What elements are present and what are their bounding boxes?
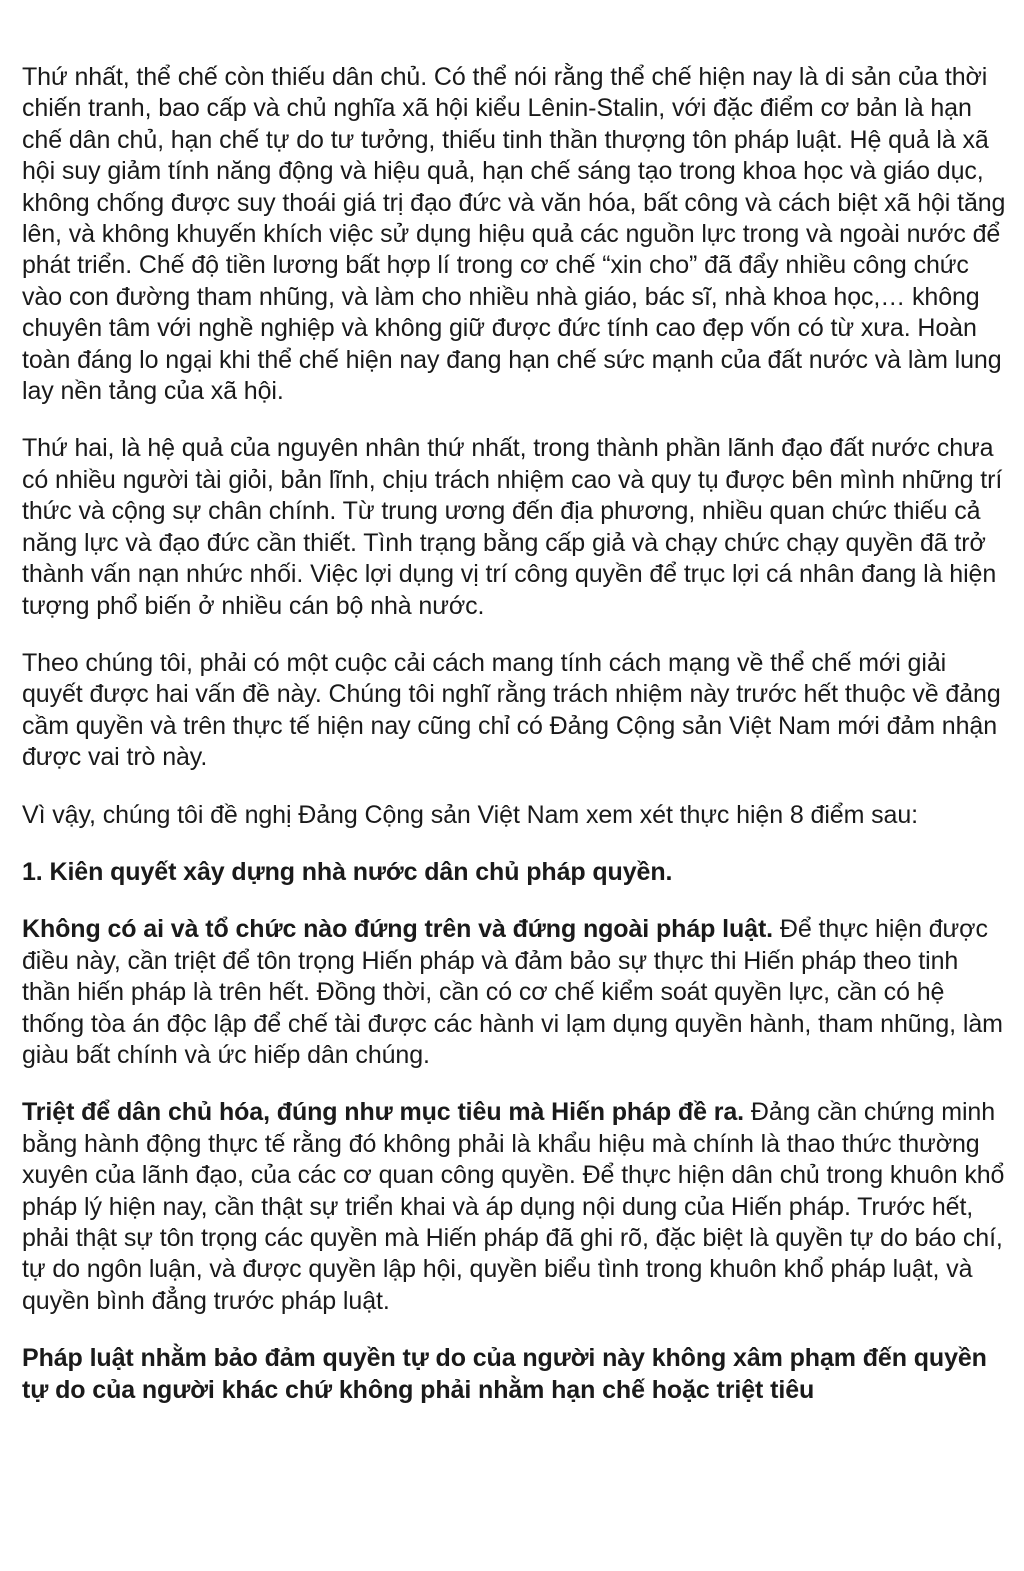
- paragraph-body: Để thực hiện được điều này, cần triệt để tôn trọng Hiến pháp và đảm bảo sự thực thi Hiến pháp theo tinh thần hiến pháp là trên hết. Đồng thời, cần có cơ chế kiểm soát quyền lực, cần có hệ thống tòa án độc lập để chế tài được các hành vi lạm dụng quyền hành, tham nhũng, làm giàu bất chính và ức hiếp dân chúng.: [22, 915, 1003, 1069]
- section-paragraph-rule-of-law: [22, 914, 1010, 1071]
- paragraph-proposal-intro: Vì vậy, chúng tôi đề nghị Đảng Cộng sản Việt Nam xem xét thực hiện 8 điểm sau:: [22, 800, 919, 829]
- paragraph-second-cause: Thứ hai, là hệ quả của nguyên nhân thứ nhất, trong thành phần lãnh đạo đất nước chưa có nhiều người tài giỏi, bản lĩnh, chịu trách nhiệm cao và quy tụ được bên mình những trí thức và cộng sự chân chính. Từ trung ương đến địa phương, nhiều quan chức thiếu cả năng lực và đạo đức cần thiết. Tình trạng bằng cấp giả và chạy chức chạy quyền đã trở thành vấn nạn nhức nhối. Việc lợi dụng vị trí công quyền để trục lợi cá nhân đang là hiện tượng phổ biến ở nhiều cán bộ nhà nước.: [22, 434, 1003, 620]
- paragraph-reform-need: Theo chúng tôi, phải có một cuộc cải cách mang tính cách mạng về thể chế mới giải quyết được hai vấn đề này. Chúng tôi nghĩ rằng trách nhiệm này trước hết thuộc về đảng cầm quyền và trên thực tế hiện nay cũng chỉ có Đảng Cộng sản Việt Nam mới đảm nhận được vai trò này.: [22, 648, 1001, 772]
- section-paragraph-democratization: [22, 1097, 1010, 1317]
- paragraph-body: Đảng cần chứng minh bằng hành động thực tế rằng đó không phải là khẩu hiệu mà chính là thao thức thường xuyên của lãnh đạo, của các cơ quan công quyền. Để thực hiện dân chủ trong khuôn khổ pháp lý hiện nay, cần thật sự triển khai và áp dụng nội dung của Hiến pháp. Trước hết, phải thật sự tôn trọng các quyền mà Hiến pháp đã ghi rõ, đặc biệt là quyền tự do báo chí, tự do ngôn luận, và được quyền lập hội, quyền biểu tình trong khuôn khổ pháp luật, và quyền bình đẳng trước pháp luật.: [22, 1098, 1005, 1315]
- paragraph-lead: Không có ai và tổ chức nào đứng trên và đứng ngoài pháp luật.: [22, 915, 774, 944]
- section-heading-1: 1. Kiên quyết xây dựng nhà nước dân chủ pháp quyền.: [22, 857, 673, 886]
- paragraph-lead: Triệt để dân chủ hóa, đúng như mục tiêu mà Hiến pháp đề ra.: [22, 1098, 745, 1127]
- document-page: [22, 62, 1010, 1432]
- paragraph-first-cause: Thứ nhất, thể chế còn thiếu dân chủ. Có thể nói rằng thể chế hiện nay là di sản của thời chiến tranh, bao cấp và chủ nghĩa xã hội kiểu Lênin-Stalin, với đặc điểm cơ bản là hạn chế dân chủ, hạn chế tự do tư tưởng, thiếu tinh thần thượng tôn pháp luật. Hệ quả là xã hội suy giảm tính năng động và hiệu quả, hạn chế sáng tạo trong khoa học và giáo dục, không chống được suy thoái giá trị đạo đức và văn hóa, bất công và cách biệt xã hội tăng lên, và không khuyến khích việc sử dụng hiệu quả các nguồn lực trong và ngoài nước để phát triển. Chế độ tiền lương bất hợp lí trong cơ chế “xin cho” đã đẩy nhiều công chức vào con đường tham nhũng, và làm cho nhiều nhà giáo, bác sĩ, nhà khoa học,… không chuyên tâm với nghề nghiệp và không giữ được đức tính cao đẹp vốn có từ xưa. Hoàn toàn đáng lo ngại khi thể chế hiện nay đang hạn chế sức mạnh của đất nước và làm lung lay nền tảng của xã hội.: [22, 63, 1006, 406]
- paragraph-law-freedom: Pháp luật nhằm bảo đảm quyền tự do của người này không xâm phạm đến quyền tự do của người khác chứ không phải nhằm hạn chế hoặc triệt tiêu: [22, 1344, 987, 1404]
